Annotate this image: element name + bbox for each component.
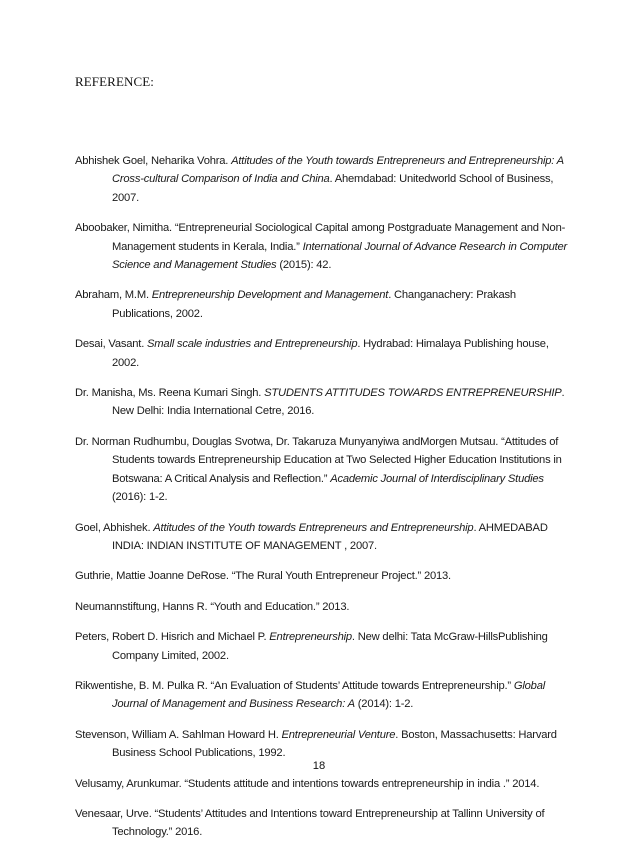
- reference-text: Stevenson, William A. Sahlman Howard H.: [75, 728, 282, 741]
- reference-entry: [75, 335, 575, 372]
- reference-entry: [75, 286, 575, 323]
- reference-text: Venesaar, Urve. “Students’ Attitudes and Intentions toward Entrepreneurship at Tallinn University of Technology.” 2016.: [75, 807, 545, 839]
- reference-text: Desai, Vasant.: [75, 338, 148, 351]
- reference-text: Aboobaker, Nimitha. “Entrepreneurial Sociological Capital among Postgraduate Management and Non-Management students in Kerala, India.”: [75, 222, 566, 253]
- reference-title: Entrepreneurship Development and Management: [151, 289, 389, 302]
- reference-title: Small scale industries and Entrepreneurship: [147, 338, 358, 351]
- reference-title: STUDENTS ATTITUDES TOWARDS ENTREPRENEURSHIP: [264, 387, 562, 400]
- reference-title: Entrepreneurial Venture: [281, 728, 396, 741]
- reference-entry: [75, 598, 575, 616]
- reference-text: Rikwentishe, B. M. Pulka R. “An Evaluation of Students’ Attitude towards Entrepreneurship.”: [75, 679, 514, 692]
- reference-list: [75, 152, 575, 854]
- reference-text: Abraham, M.M.: [75, 289, 152, 302]
- reference-text: (2014): 1-2.: [354, 698, 414, 711]
- reference-text: . Boston, Massachusetts: Harvard Business School Publications, 1992.: [112, 728, 557, 760]
- reference-entry: [75, 433, 575, 507]
- reference-entry: [75, 519, 575, 556]
- reference-title: Global Journal of Management and Business Research: A: [112, 679, 545, 711]
- reference-title: Entrepreneurship: [269, 631, 352, 644]
- reference-entry: [75, 219, 575, 274]
- reference-title: International Journal of Advance Research in Computer Science and Management Studies: [112, 240, 568, 272]
- reference-text: . Ahemdabad: Unitedworld School of Business, 2007.: [112, 173, 554, 204]
- reference-text: Guthrie, Mattie Joanne DeRose. “The Rural Youth Entrepreneur Project.” 2013.: [75, 570, 451, 583]
- reference-text: (2015): 42.: [276, 259, 332, 272]
- reference-text: Goel, Abhishek.: [75, 521, 154, 534]
- reference-text: . New delhi: Tata McGraw-HillsPublishing Company Limited, 2002.: [112, 631, 548, 662]
- reference-entry: [75, 567, 575, 585]
- reference-entry: [75, 726, 575, 763]
- reference-text: Dr. Norman Rudhumbu, Douglas Svotwa, Dr. Takaruza Munyanyiwa andMorgen Mutsau. “Attitudes of Students towards Entrepreneurship Education at Two Selected Higher Education Institutions in Botswana: A Critical Analysis and Reflection.”: [75, 435, 562, 485]
- reference-entry: [75, 775, 575, 793]
- reference-text: Peters, Robert D. Hisrich and Michael P.: [75, 631, 270, 644]
- reference-heading: REFERENCE:: [75, 74, 155, 89]
- reference-text: (2016): 1-2.: [112, 491, 168, 504]
- reference-entry: [75, 384, 575, 421]
- reference-text: Abhishek Goel, Neharika Vohra.: [75, 155, 232, 167]
- reference-entry: [75, 677, 575, 714]
- reference-entry: [75, 805, 575, 842]
- reference-entry: [75, 628, 575, 665]
- page-number: 18: [312, 760, 326, 772]
- reference-text: . AHMEDABAD INDIA: INDIAN INSTITUTE OF MANAGEMENT , 2007.: [112, 521, 548, 552]
- reference-text: . Hydrabad: Himalaya Publishing house, 2002.: [112, 338, 549, 369]
- reference-text: Neumannstiftung, Hanns R. “Youth and Education.” 2013.: [75, 600, 350, 613]
- reference-text: Dr. Manisha, Ms. Reena Kumari Singh.: [75, 387, 265, 400]
- reference-entry: [75, 152, 575, 207]
- reference-text: Velusamy, Arunkumar. “Students attitude and intentions towards entrepreneurship in india .” 2014.: [75, 777, 540, 790]
- reference-text: . New Delhi: India International Cetre, 2016.: [112, 387, 565, 418]
- reference-title: Attitudes of the Youth towards Entrepreneurs and Entrepreneurship: A Cross-cultural Comparison of India and China: [112, 155, 564, 186]
- reference-title: Academic Journal of Interdisciplinary Studies: [330, 472, 544, 485]
- reference-text: . Changanachery: Prakash Publications, 2002.: [112, 289, 516, 320]
- reference-title: Attitudes of the Youth towards Entrepreneurs and Entrepreneurship: [153, 521, 474, 534]
